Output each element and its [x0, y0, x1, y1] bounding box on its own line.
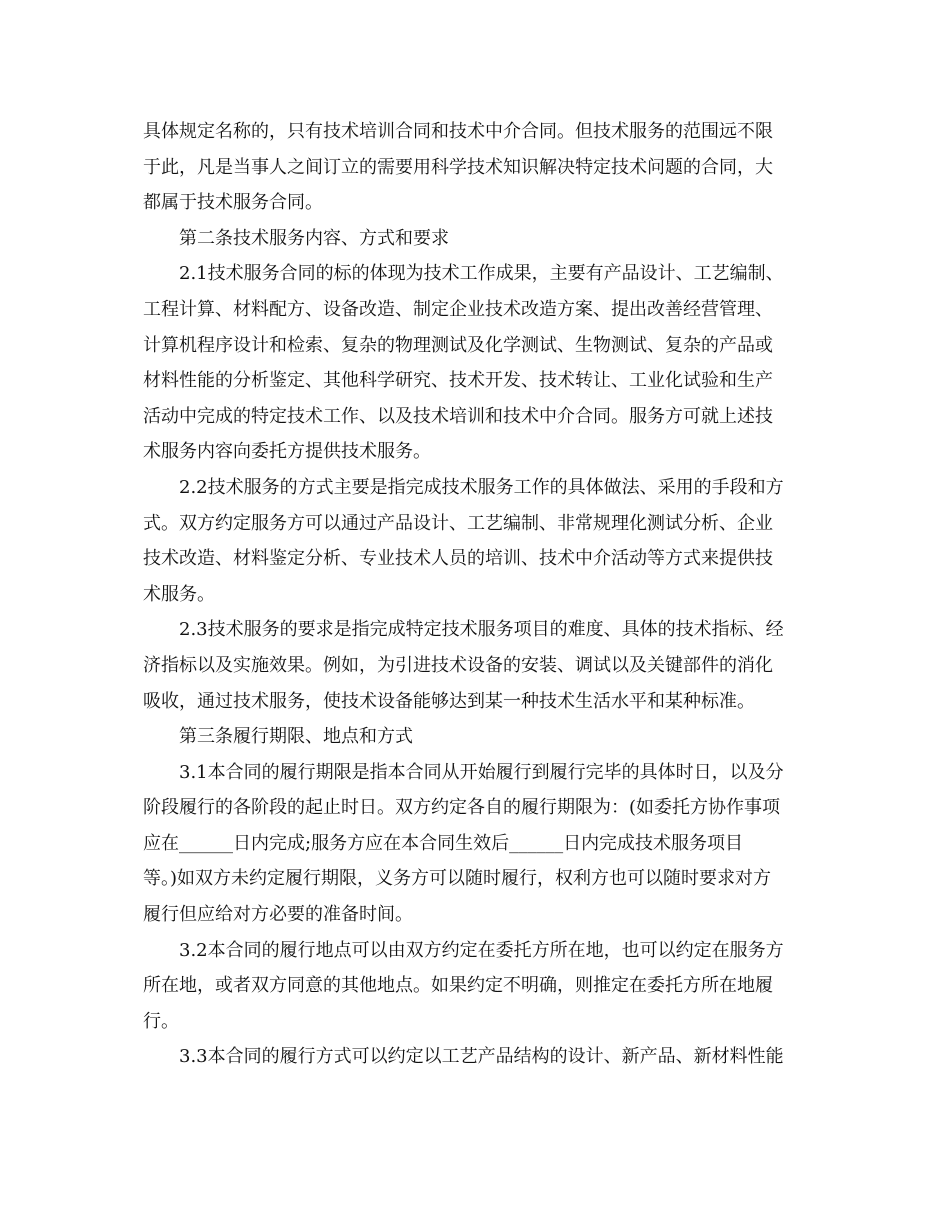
text-line: 吸收，通过技术服务，使技术设备能够达到某一种技术生活水平和某种标准。 [143, 690, 755, 712]
text-line: 2.3技术服务的要求是指完成特定技术服务项目的难度、具体的技术指标、经 [179, 619, 784, 641]
text-line: 3.3本合同的履行方式可以约定以工艺产品结构的设计、新产品、新材料性能 [179, 1046, 784, 1068]
text-line: 等。)如双方未约定履行期限，义务方可以随时履行，权利方也可以随时要求对方 [143, 868, 772, 890]
text-line: 阶段履行的各阶段的起止时日。双方约定各自的履行期限为：(如委托方协作事项 [143, 797, 781, 819]
text-line: 所在地，或者双方同意的其他地点。如果约定不明确，则推定在委托方所在地履 [143, 975, 773, 997]
text-line: 3.2本合同的履行地点可以由双方约定在委托方所在地，也可以约定在服务方 [179, 939, 784, 961]
text-line: 3.1本合同的履行期限是指本合同从开始履行到履行完毕的具体时日，以及分 [179, 761, 784, 783]
text-line: 2.1技术服务合同的标的体现为技术工作成果，主要有产品设计、工艺编制、 [179, 263, 784, 285]
text-line: 术服务。 [143, 583, 215, 605]
text-line: 技术改造、材料鉴定分析、专业技术人员的培训、技术中介活动等方式来提供技 [143, 548, 773, 570]
document-body [143, 114, 813, 1075]
text-line: 工程计算、材料配方、设备改造、制定企业技术改造方案、提出改善经营管理、 [143, 298, 773, 320]
text-line: 履行但应给对方必要的准备时间。 [143, 904, 413, 926]
text-line: 式。双方约定服务方可以通过产品设计、工艺编制、非常规理化测试分析、企业 [143, 512, 773, 534]
text-line: 行。 [143, 1010, 179, 1032]
text-line: 具体规定名称的，只有技术培训合同和技术中介合同。但技术服务的范围远不限 [143, 121, 773, 142]
text-line: 2.2技术服务的方式主要是指完成技术服务工作的具体做法、采用的手段和方 [179, 476, 784, 498]
text-line: 应在______日内完成;服务方应在本合同生效后______日内完成技术服务项目 [143, 832, 744, 854]
section-heading: 第三条履行期限、地点和方式 [179, 726, 413, 748]
text-line: 材料性能的分析鉴定、其他科学研究、技术开发、技术转让、工业化试验和生产 [143, 370, 773, 392]
text-line: 术服务内容向委托方提供技术服务。 [143, 441, 431, 463]
text-line: 济指标以及实施效果。例如，为引进技术设备的安装、调试以及关键部件的消化 [143, 654, 773, 676]
section-heading: 第二条技术服务内容、方式和要求 [179, 227, 449, 249]
text-line: 都属于技术服务合同。 [143, 192, 323, 214]
text-line: 计算机程序设计和检索、复杂的物理测试及化学测试、生物测试、复杂的产品或 [143, 334, 773, 356]
text-line: 于此，凡是当事人之间订立的需要用科学技术知识解决特定技术问题的合同，大 [143, 156, 773, 178]
text-line: 活动中完成的特定技术工作、以及技术培训和技术中介合同。服务方可就上述技 [143, 405, 773, 427]
